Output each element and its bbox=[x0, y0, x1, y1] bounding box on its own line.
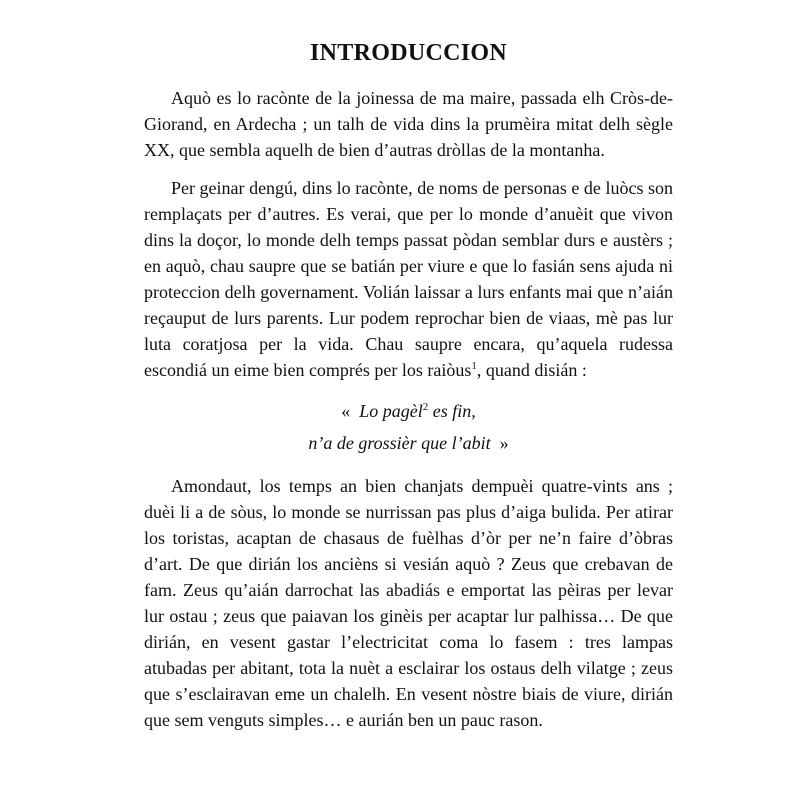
quote-open-mark: « bbox=[341, 401, 351, 421]
footnote-ref-1[interactable]: 1 bbox=[471, 360, 477, 372]
quote-line-1-text-b: es fin, bbox=[428, 401, 476, 421]
paragraph-names bbox=[144, 175, 673, 383]
quote-line-1-text-a: Lo pagèl bbox=[359, 401, 423, 421]
document-page bbox=[144, 38, 673, 745]
proverb-quote bbox=[144, 395, 673, 459]
paragraph-intro: Aquò es lo racònte de la joinessa de ma maire, passada elh Cròs-de-Giorand, en Ardecha ; un talh de vida dins la prumèira mitat delh sègle XX, que sembla aquelh de bien d’autras dròllas de la montanha. bbox=[144, 88, 673, 160]
quote-line-2-text: n’a de grossièr que l’abit bbox=[308, 433, 491, 453]
page-title: INTRODUCCION bbox=[310, 40, 507, 66]
quote-line-1 bbox=[144, 395, 673, 427]
paragraph-names-text: Per geinar dengú, dins lo racònte, de noms de personas e de luòcs son remplaçats per d’autres. Es verai, que per lo monde d’anuèit que vivon dins la doçor, lo monde delh temps passat pòdan semblar durs e austèrs ; en aquò, chau saupre que se batián per viure e que lo fasián sens ajuda ni proteccion delh governament. Volián laissar a lurs enfants mai que n’aián reçauput de lurs parents. Lur podem reprochar bien de viaas, mè pas lur luta coratjosa per la vida. Chau saupre encara, qu’aquela rudessa escondiá un eime bien comprés per los raiòus bbox=[144, 178, 673, 380]
quote-line-2 bbox=[144, 427, 673, 459]
quote-close-mark: » bbox=[499, 433, 509, 453]
paragraph-times: Amondaut, los temps an bien chanjats dempuèi quatre-vints ans ; duèi li a de sòus, lo monde se nurrissan pas plus d’aiga bulida. Per atirar los toristas, acaptan de chasaus de fuèlhas d’òr per ne’n faire d’òbras d’art. De que dirián los ancièns si vesián aquò ? Zeus que crebavan de fam. Zeus qu’aián darrochat las abadiás e emportat las pèiras per levar lur ostau ; zeus que paiavan los ginèis per acaptar lur palhissa… De que dirián, en vesent gastar l’electricitat coma lo fasem : tres lampas atubadas per abitant, tota la nuèt a esclairar los ostaus delh vilatge ; zeus que s’esclairavan eme un chalelh. En vesent nòstre biais de viure, dirián que sem venguts simples… e aurián ben un pauc rason. bbox=[144, 476, 673, 730]
paragraph-names-tail: , quand disián : bbox=[476, 360, 587, 380]
footnote-ref-2[interactable]: 2 bbox=[422, 401, 429, 413]
